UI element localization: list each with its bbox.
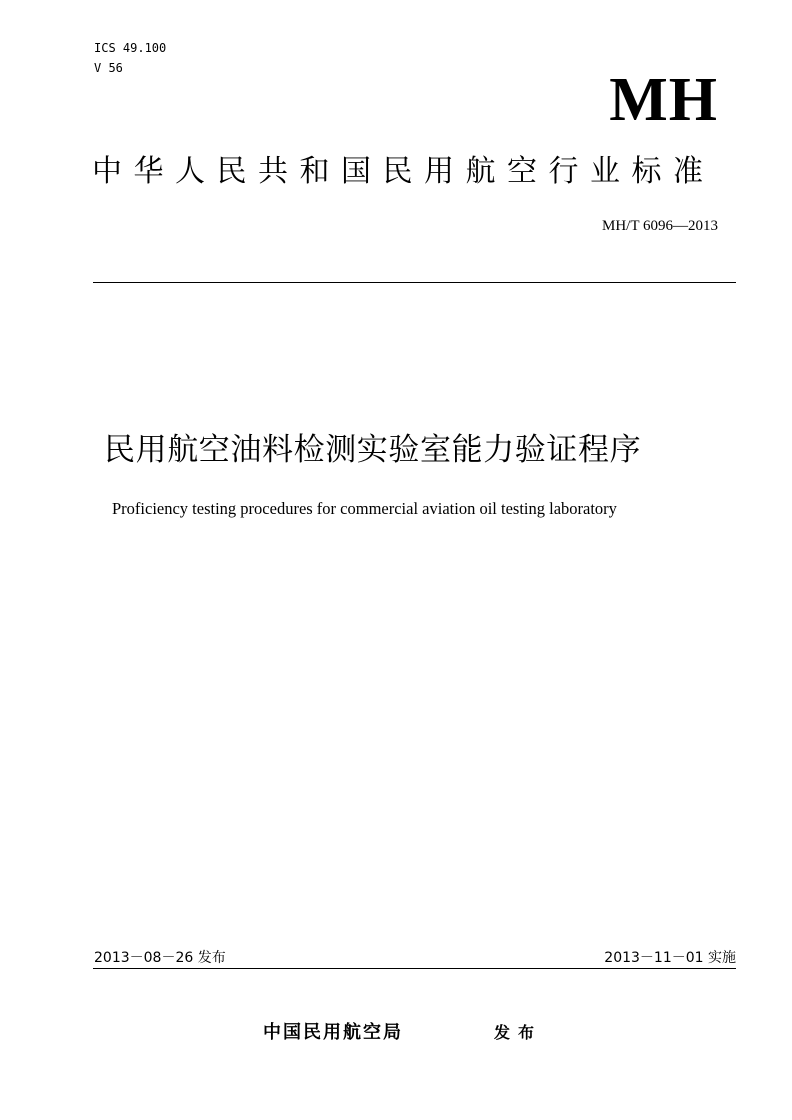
ics-code: ICS 49.100 [94, 41, 167, 55]
standard-number: MH/T 6096—2013 [602, 218, 718, 234]
ccs-code: V 56 [94, 61, 123, 75]
issue-label: 发布 [494, 1023, 543, 1042]
national-standard-name: 中华人民共和国民用航空行业标准 [92, 154, 715, 189]
issuing-authority: 中国民用航空局 [263, 1022, 403, 1043]
document-title-english: Proficiency testing procedures for commercial aviation oil testing laboratory [112, 499, 617, 518]
issue-date: 2013－08－26 发布 [94, 950, 226, 966]
implementation-date: 2013－11－01 实施 [604, 950, 736, 966]
document-title-chinese: 民用航空油料检测实验室能力验证程序 [104, 432, 642, 468]
header-divider [93, 282, 736, 283]
footer-divider [93, 968, 736, 969]
mh-logo: MH [609, 66, 718, 134]
